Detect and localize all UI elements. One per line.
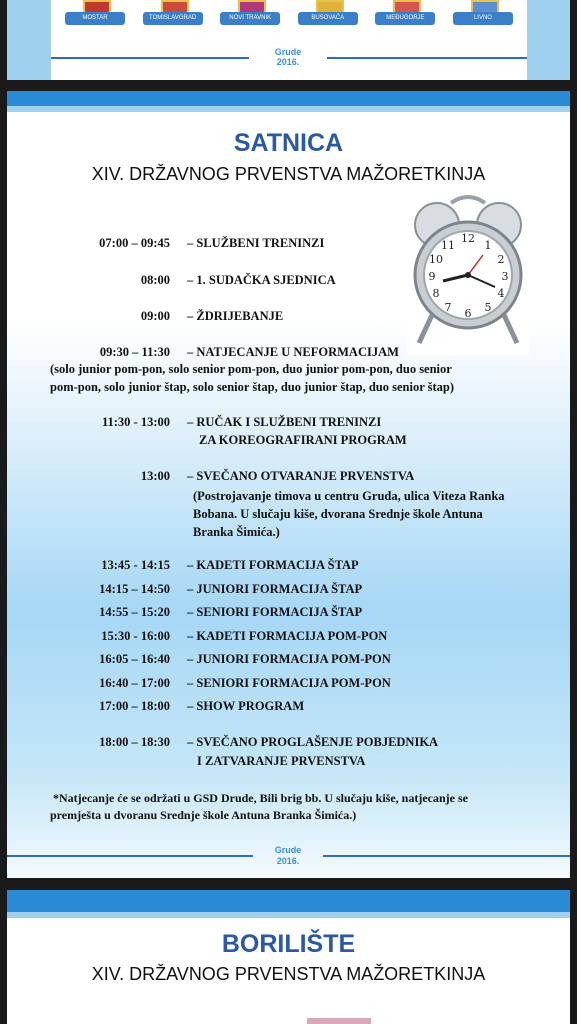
schedule-detail: I ZATVARANJE PRVENSTVA: [197, 754, 366, 768]
alarm-clock-icon: [407, 195, 529, 355]
schedule-activity: – JUNIORI FORMACIJA POM-PON: [187, 652, 391, 666]
top-banner-panel: [7, 0, 570, 80]
svg-text:3: 3: [501, 270, 509, 283]
schedule-detail: Branka Šimića.): [193, 525, 280, 539]
schedule-time: 16:40 – 17:00: [99, 676, 170, 690]
schedule-activity: – KADETI FORMACIJA POM-PON: [187, 629, 388, 643]
logo-text-top: Grude: [274, 47, 302, 57]
schedule-time: 09:30 – 11:30: [99, 345, 170, 359]
schedule-activity: – 1. SUDAČKA SJEDNICA: [187, 273, 336, 287]
schedule-activity: – SHOW PROGRAM: [187, 699, 305, 713]
schedule-time: 16:05 – 16:40: [99, 652, 170, 666]
schedule-time: 18:00 – 18:30: [99, 735, 170, 749]
schedule-activity: – ŽDRIJEBANJE: [187, 309, 284, 323]
schedule-activity: – SLUŽBENI TRENINZI: [187, 236, 325, 250]
crest-label: BUSOVAČA: [311, 15, 345, 21]
schedule-time: 14:15 – 14:50: [99, 582, 170, 596]
schedule-activity: – SENIORI FORMACIJA ŠTAP: [187, 605, 363, 619]
venue-title: BORILIŠTE: [221, 930, 356, 958]
schedule-detail: Bobana. U slučaju kiše, dvorana Srednje škole Antuna: [193, 507, 483, 521]
crest-novi-travnik: [218, 0, 282, 30]
crest-tomislavgrad: [141, 0, 205, 30]
grude-logo-divider: [7, 44, 570, 74]
crest-busovaca: [296, 0, 360, 30]
crest-label: MEĐUGORJE: [386, 15, 425, 21]
schedule-subtitle: XIV. DRŽAVNOG PRVENSTVA MAŽORETKINJA: [91, 164, 486, 184]
schedule-activity: – NATJECANJE U NEFORMACIJAM: [187, 345, 399, 359]
svg-text:5: 5: [484, 301, 492, 314]
logo-year-top: 2016.: [276, 57, 300, 67]
svg-text:10: 10: [429, 253, 443, 266]
schedule-time: 17:00 – 18:00: [99, 699, 170, 713]
schedule-time: 08:00: [140, 273, 170, 287]
schedule-time: 13:45 - 14:15: [101, 558, 170, 572]
town-crests-row: [63, 0, 515, 30]
venue-map-image: [307, 1018, 371, 1024]
crest-mostar: [63, 0, 127, 30]
schedule-activity: – JUNIORI FORMACIJA ŠTAP: [187, 582, 363, 596]
svg-text:4: 4: [497, 287, 505, 300]
svg-text:9: 9: [428, 270, 436, 283]
svg-text:12: 12: [461, 232, 475, 245]
crest-label: MOSTAR: [82, 15, 108, 21]
schedule-time: 09:00: [140, 309, 170, 323]
schedule-time: 13:00: [140, 469, 170, 483]
svg-text:2: 2: [497, 253, 505, 266]
schedule-panel: [7, 91, 570, 878]
logo-text: Grude: [274, 845, 302, 855]
svg-text:1: 1: [484, 239, 492, 252]
schedule-activity: – RUČAK I SLUŽBENI TRENINZI: [187, 415, 382, 429]
crest-livno: [451, 0, 515, 30]
schedule-detail: pom-pon, solo junior štap, solo senior štap, duo junior štap, duo senior štap): [50, 380, 455, 394]
schedule-activity: – KADETI FORMACIJA ŠTAP: [187, 558, 359, 572]
svg-text:8: 8: [432, 287, 440, 300]
svg-text:6: 6: [464, 307, 472, 320]
schedule-time: 07:00 – 09:45: [99, 236, 170, 250]
svg-text:11: 11: [441, 239, 455, 252]
crest-label: NOVI TRAVNIK: [229, 15, 272, 21]
schedule-time: 11:30 - 13:00: [101, 415, 170, 429]
schedule-detail: ZA KOREOGRAFIRANI PROGRAM: [199, 433, 407, 447]
venue-subtitle: XIV. DRŽAVNOG PRVENSTVA MAŽORETKINJA: [91, 964, 486, 984]
schedule-activity: – SENIORI FORMACIJA POM-PON: [187, 676, 391, 690]
schedule-activity: – SVEČANO OTVARANJE PRVENSTVA: [187, 469, 415, 483]
schedule-detail: (solo junior pom-pon, solo senior pom-pon, duo junior pom-pon, duo senior: [50, 362, 452, 376]
footnote: *Natjecanje će se održati u GSD Drude, Bili brig bb. U slučaju kiše, natjecanje se: [53, 791, 468, 805]
schedule-title: SATNICA: [233, 129, 344, 157]
venue-panel: [7, 890, 570, 1024]
crest-medugorje: [373, 0, 437, 30]
schedule-activity: – SVEČANO PROGLAŠENJE POBJEDNIKA: [187, 735, 439, 749]
crest-label: TOMISLAVGRAD: [149, 15, 197, 21]
schedule-time: 14:55 – 15:20: [99, 605, 170, 619]
schedule-time: 15:30 - 16:00: [101, 629, 170, 643]
crest-label: LIVNO: [473, 15, 492, 21]
schedule-detail: (Postrojavanje timova u centru Gruda, ulica Viteza Ranka: [193, 489, 505, 503]
grude-logo-divider: [7, 842, 570, 872]
svg-text:7: 7: [444, 301, 452, 314]
footnote: premješta u dvoranu Srednje škole Antuna Branka Šimića.): [50, 808, 357, 822]
logo-year: 2016.: [276, 856, 300, 866]
